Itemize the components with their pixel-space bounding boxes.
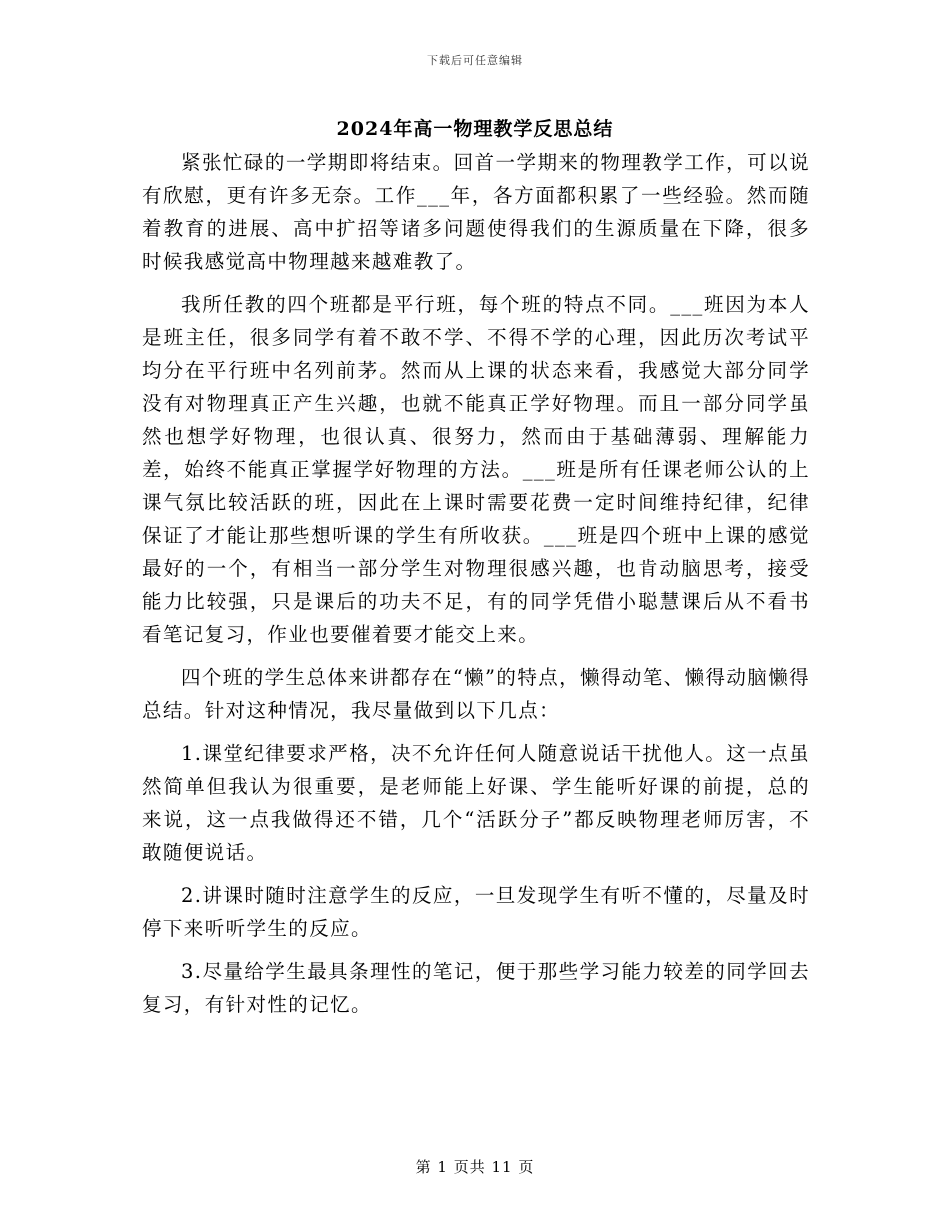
paragraph-point-1: 1.课堂纪律要求严格，决不允许任何人随意说话干扰他人。这一点虽然简单但我认为很重要，是老师能上好课、学生能听好课的前提，总的来说，这一点我做得还不错，几个“活跃分子”都反映物理老师厉害，不敢随便说话。 bbox=[142, 742, 810, 864]
paragraph-intro: 紧张忙碌的一学期即将结束。回首一学期来的物理教学工作，可以说有欣慰，更有许多无奈。工作___年，各方面都积累了一些经验。然而随着教育的进展、高中扩招等诸多问题使得我们的生源质量在下降，很多时候我感觉高中物理越来越难教了。 bbox=[142, 151, 810, 273]
header-download-note: 下载后可任意编辑 bbox=[427, 54, 523, 67]
page-number: 第 1 页共 11 页 bbox=[415, 1158, 535, 1176]
paragraph-point-2: 2.讲课时随时注意学生的反应，一旦发现学生有听不懂的，尽量及时停下来听听学生的反应。 bbox=[142, 884, 810, 940]
paragraph-lazy: 四个班的学生总体来讲都存在“懒”的特点，懒得动笔、懒得动脑懒得总结。针对这种情况，我尽量做到以下几点： bbox=[142, 666, 810, 722]
document-title: 2024年高一物理教学反思总结 bbox=[336, 118, 614, 140]
paragraph-point-3: 3.尽量给学生最具条理性的笔记，便于那些学习能力较差的同学回去复习，有针对性的记忆。 bbox=[142, 960, 810, 1016]
document-body bbox=[142, 146, 810, 1031]
paragraph-classes: 我所任教的四个班都是平行班，每个班的特点不同。___班因为本人是班主任，很多同学有着不敢不学、不得不学的心理，因此历次考试平均分在平行班中名列前茅。然而从上课的状态来看，我感觉大部分同学没有对物理真正产生兴趣，也就不能真正学好物理。而且一部分同学虽然也想学好物理，也很认真、很努力，然而由于基础薄弱、理解能力差，始终不能真正掌握学好物理的方法。___班是所有任课老师公认的上课气氛比较活跃的班，因此在上课时需要花费一定时间维持纪律，纪律保证了才能让那些想听课的学生有所收获。___班是四个班中上课的感觉最好的一个，有相当一部分学生对物理很感兴趣，也肯动脑思考，接受能力比较强，只是课后的功夫不足，有的同学凭借小聪慧课后从不看书看笔记复习，作业也要催着要才能交上来。 bbox=[142, 293, 810, 646]
